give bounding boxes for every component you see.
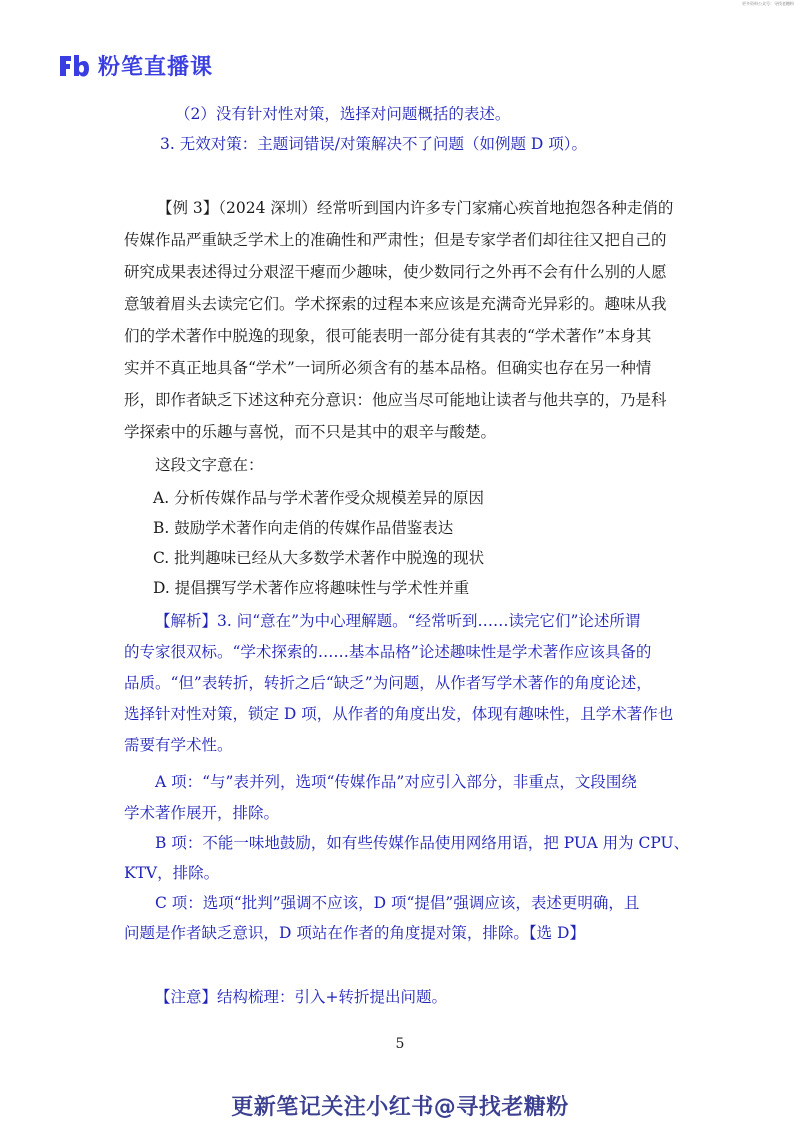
intro-line-2: 3. 无效对策：主题词错误/对策解决不了问题（如例题 D 项）。 [160, 135, 587, 153]
analysis-line: 品质。“但”表转折，转折之后“缺乏”为问题，从作者写学术著作的角度论述， [124, 674, 652, 692]
analysis-line: 选择针对性对策，锁定 D 项，从作者的角度出发，体现有趣味性，且学术著作也 [124, 705, 674, 723]
analysis-option-b: KTV，排除。 [124, 864, 220, 882]
analysis-option-a: 学术著作展开，排除。 [124, 804, 280, 822]
example-line: 意皱着眉头去读完它们。学术探索的过程本来应该是充满奇光异彩的。趣味从我 [124, 295, 667, 313]
option-a: A. 分析传媒作品与学术著作受众规模差异的原因 [153, 489, 485, 507]
fenbi-logo-icon [58, 52, 90, 78]
brand-logo [58, 50, 213, 80]
example-line: 【例 3】（2024 深圳）经常听到国内许多专门家痛心疾首地抱怨各种走俏的 [157, 199, 674, 217]
analysis-option-b: B 项：不能一味地鼓励，如有些传媒作品使用网络用语，把 PUA 用为 CPU、 [155, 834, 690, 852]
example-line: 实并不真正地具备“学术”一词所必须含有的基本品格。但确实也存在另一种情 [124, 359, 652, 377]
example-line: 形，即作者缺乏下述这种充分意识：他应当尽可能地让读者与他共享的，乃是科 [124, 391, 667, 409]
option-b: B. 鼓励学术著作向走俏的传媒作品借鉴表达 [153, 519, 454, 537]
question-stem: 这段文字意在： [155, 456, 264, 474]
analysis-line: 需要有学术性。 [124, 736, 233, 754]
option-c: C. 批判趣味已经从大多数学术著作中脱逸的现状 [153, 549, 485, 567]
example-line: 学探索中的乐趣与喜悦，而不只是其中的艰辛与酸楚。 [124, 423, 497, 441]
analysis-option-c: C 项：选项“批判”强调不应该，D 项“提倡”强调应该，表述更明确，且 [155, 894, 640, 912]
example-line: 研究成果表述得过分艰涩干瘪而少趣味，使少数同行之外再不会有什么别的人愿 [124, 263, 667, 281]
example-line: 传媒作品严重缺乏学术上的准确性和严肃性；但是专家学者们却往往又把自己的 [124, 231, 667, 249]
example-line: 们的学术著作中脱逸的现象，很可能表明一部分徒有其表的“学术著作”本身其 [124, 327, 652, 345]
analysis-line: 的专家很双标。“学术探索的……基本品格”论述趣味性是学术著作应该具备的 [124, 643, 652, 661]
intro-line-1: （2）没有针对性对策，选择对问题概括的表述。 [175, 105, 511, 123]
analysis-option-c: 问题是作者缺乏意识，D 项站在作者的角度提对策，排除。【选 D】 [124, 924, 585, 942]
top-note: 更多资料公众号：寻找老糖粉 [742, 1, 794, 6]
note-line: 【注意】结构梳理：引入+转折提出问题。 [155, 988, 447, 1006]
analysis-line: 【解析】3. 问“意在”为中心理解题。“经常听到……读完它们”论述所谓 [155, 612, 641, 630]
footer-watermark: 更新笔记关注小红书@寻找老糖粉 [231, 1095, 569, 1120]
brand-name: 粉笔直播课 [98, 54, 214, 80]
option-d: D. 提倡撰写学术著作应将趣味性与学术性并重 [153, 579, 470, 597]
page-number: 5 [395, 1036, 405, 1052]
analysis-option-a: A 项：“与”表并列，选项“传媒作品”对应引入部分，非重点，文段围绕 [155, 773, 637, 791]
